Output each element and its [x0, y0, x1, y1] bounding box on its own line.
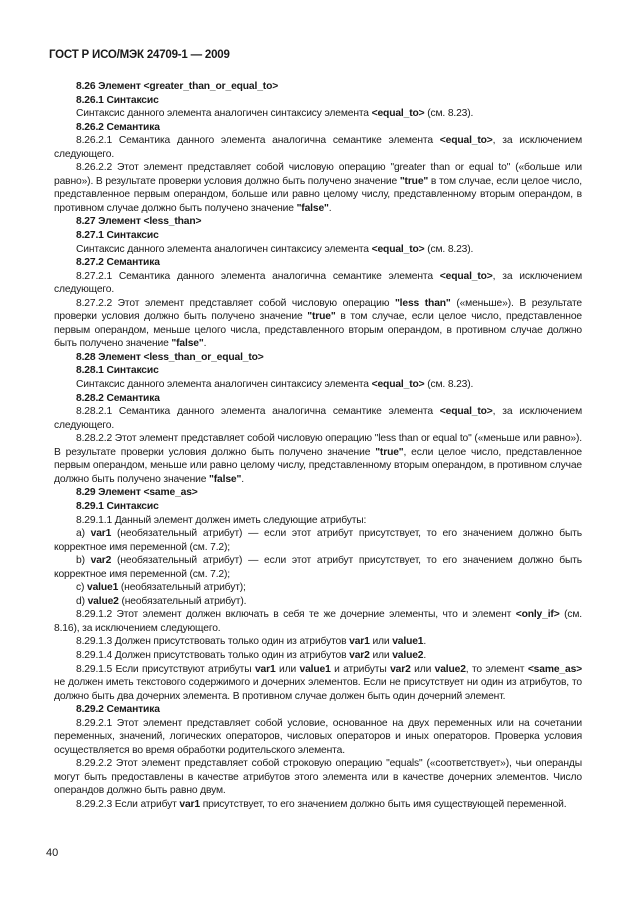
text-run: 8.26.2 Семантика	[76, 121, 160, 133]
bold-term: value1	[299, 663, 331, 675]
text-run: , то элемент	[465, 663, 528, 675]
text-run: 8.28.2.1 Семантика данного элемента аналогична семантике элемента	[76, 406, 440, 418]
bold-term: <equal_to>	[371, 379, 425, 391]
paragraph	[54, 554, 582, 581]
document-body	[54, 80, 582, 812]
bold-term: var2	[349, 649, 370, 661]
paragraph	[54, 270, 582, 297]
paragraph	[54, 663, 582, 704]
text-run: или	[369, 649, 393, 661]
text-run: 8.28.2 Семантика	[76, 392, 160, 404]
text-run: 8.29.2.2 Этот элемент представляет собой строковую операцию "equals" («соответствует»), чьи операнды могут быть предоставлены в качестве атрибутов этого элемента или в качестве дочерних элементов. Число операндов должно быть равно двум.	[54, 758, 582, 797]
text-run: , за исключением следующего.	[54, 270, 582, 296]
paragraph	[54, 717, 582, 758]
bold-term: <equal_to>	[439, 135, 493, 147]
text-run: 8.27.2.2 Этот элемент представляет собой числовую операцию	[76, 297, 395, 309]
text-run: или	[410, 663, 435, 675]
section-heading	[54, 703, 582, 717]
bold-term: value2	[434, 663, 466, 675]
text-run: 8.27.2.1 Семантика данного элемента аналогична семантике элемента	[76, 270, 440, 282]
text-run: 8.29.1.3 Должен присутствовать только один из атрибутов	[76, 636, 350, 648]
section-heading	[54, 121, 582, 135]
bold-term: var2	[90, 555, 112, 567]
text-run: 8.26.1 Синтаксис	[76, 94, 159, 106]
text-run: , за исключением следующего.	[54, 135, 582, 160]
bold-term: var1	[349, 636, 370, 648]
text-run: 8.28 Элемент <less_than_or_equal_to>	[76, 351, 264, 363]
text-run: или	[275, 663, 300, 675]
bold-term: <equal_to>	[439, 406, 493, 418]
paragraph	[54, 514, 582, 528]
text-run: 8.26.2.1 Семантика данного элемента аналогична семантике элемента	[76, 135, 440, 147]
text-run: Синтаксис данного элемента аналогичен синтаксису элемента	[76, 108, 372, 120]
bold-term: "false"	[171, 338, 204, 350]
bold-term: <same_as>	[527, 663, 583, 675]
text-run: , за исключением следующего.	[54, 406, 582, 431]
bold-term: "false"	[209, 473, 242, 485]
paragraph	[54, 432, 582, 486]
bold-term: var1	[90, 528, 112, 540]
text-run: 8.28.2.2 Этот элемент представляет собой числовую операцию "less than or equal to" («меньше или равно»). В результате проверки условия должно быть получено значение	[54, 433, 582, 458]
text-run: .	[423, 636, 427, 648]
section-heading	[54, 392, 582, 406]
text-run: 8.26.2.2 Этот элемент представляет собой числовую операцию "greater than or equal to" («больше или равно»). В результате проверки условия должно быть получено значение	[54, 162, 582, 187]
text-run: (см. 8.16), за исключением следующего.	[54, 609, 582, 634]
text-run: (необязательный атрибут) — если этот атрибут присутствует, то его значением должно быть корректное имя переменной (см. 7.2);	[54, 555, 582, 580]
text-run: Синтаксис данного элемента аналогичен синтаксису элемента	[76, 379, 372, 391]
paragraph	[54, 595, 582, 609]
text-run: 8.27.2 Семантика	[76, 257, 160, 269]
text-run: Синтаксис данного элемента аналогичен синтаксису элемента	[76, 243, 372, 255]
section-heading	[54, 486, 582, 500]
bold-term: "false"	[296, 202, 329, 214]
paragraph	[54, 581, 582, 595]
paragraph	[54, 378, 582, 392]
bold-term: <equal_to>	[371, 243, 425, 255]
text-run: 8.29.1.1 Данный элемент должен иметь следующие атрибуты:	[76, 514, 367, 526]
text-run: 8.29.2.1 Этот элемент представляет собой условие, основанное на двух переменных или на сочетании переменных, значений, логических операторов, числовых операторов и иных операторов. Проверка условия осуществляется во время обработки родительского элемента.	[54, 717, 582, 756]
text-run: в том случае, если целое число, представленное первым операндом, больше или равно целому числу, представленному вторым операндом, в противном случае должно быть получено значение	[54, 175, 582, 214]
bold-term: value2	[87, 595, 119, 607]
paragraph	[54, 798, 582, 812]
text-run: и атрибуты	[330, 663, 391, 675]
text-run: (необязательный атрибут).	[118, 595, 247, 607]
bold-term: var2	[390, 663, 411, 675]
paragraph	[54, 243, 582, 257]
bold-term: "less than"	[394, 297, 451, 309]
bold-term: <only_if>	[515, 609, 560, 621]
page-number: 40	[46, 847, 59, 859]
text-run: .	[241, 473, 244, 485]
paragraph	[54, 608, 582, 635]
text-run: или	[369, 636, 393, 648]
paragraph	[54, 405, 582, 432]
text-run: .	[328, 202, 332, 214]
paragraph	[54, 107, 582, 121]
section-heading	[54, 500, 582, 514]
paragraph	[54, 649, 582, 663]
paragraph	[54, 527, 582, 554]
section-heading	[54, 364, 582, 378]
bold-term: "true"	[307, 311, 336, 323]
text-run: (см. 8.23).	[424, 108, 474, 120]
text-run: (необязательный атрибут);	[118, 582, 246, 594]
paragraph	[54, 161, 582, 215]
bold-term: value2	[392, 649, 424, 661]
text-run: .	[203, 338, 207, 350]
section-heading	[54, 229, 582, 243]
text-run: c)	[76, 582, 87, 594]
text-run: (необязательный атрибут) — если этот атрибут присутствует, то его значением должно быть корректное имя переменной (см. 7.2);	[54, 528, 582, 553]
text-run: 8.28.1 Синтаксис	[76, 365, 159, 377]
text-run: (см. 8.23).	[424, 243, 474, 255]
text-run: d)	[76, 595, 88, 607]
bold-term: <equal_to>	[439, 270, 493, 282]
text-run: a)	[76, 528, 91, 540]
bold-term: "true"	[375, 446, 404, 458]
section-heading	[54, 80, 582, 94]
text-run: присутствует, то его значением должно быть имя существующей переменной.	[199, 798, 567, 810]
text-run: 8.29.1.4 Должен присутствовать только один из атрибутов	[76, 649, 350, 661]
section-heading	[54, 351, 582, 365]
text-run: 8.27.1 Синтаксис	[76, 230, 159, 242]
text-run: .	[423, 649, 427, 661]
text-run: 8.27 Элемент <less_than>	[76, 216, 202, 228]
section-heading	[54, 215, 582, 229]
text-run: 8.29.2.3 Если атрибут	[76, 798, 180, 810]
paragraph	[54, 635, 582, 649]
text-run: 8.29.2 Семантика	[76, 704, 160, 716]
bold-term: "true"	[399, 175, 429, 187]
paragraph	[54, 297, 582, 351]
text-run: («меньше»). В результате проверки условия должно быть получено значение	[54, 297, 582, 323]
paragraph	[54, 134, 582, 161]
text-run: 8.29 Элемент <same_as>	[76, 487, 198, 499]
bold-term: var1	[179, 798, 200, 810]
bold-term: <equal_to>	[371, 108, 425, 120]
text-run: 8.29.1.5 Если присутствуют атрибуты	[76, 663, 255, 675]
text-run: 8.26 Элемент <greater_than_or_equal_to>	[76, 81, 279, 92]
bold-term: value1	[392, 636, 424, 648]
text-run: в том случае, если целое число, представленное первым операндом, меньше целого числа, представленного вторым операндом, в противном случае должно быть получено значение	[54, 311, 583, 350]
text-run: не должен иметь текстового содержимого и дочерних элементов. Если не присутствует ни один из атрибутов, то должно быть два дочерних элемента. В противном случае должен быть один дочерний элемент.	[54, 677, 582, 702]
text-run: 8.29.1.2 Этот элемент должен включать в себя те же дочерние элементы, что и элемент	[76, 609, 516, 621]
section-heading	[54, 256, 582, 270]
bold-term: var1	[254, 663, 276, 675]
document-header: ГОСТ Р ИСО/МЭК 24709-1 — 2009	[49, 49, 230, 61]
text-run: , если целое число, представленное первым операндом, меньше или равно целому числу, представленному вторым операндом, в противном случае должно быть получено значение	[54, 446, 583, 485]
bold-term: value1	[87, 582, 119, 594]
text-run: 8.29.1 Синтаксис	[76, 500, 159, 512]
section-heading	[54, 94, 582, 108]
text-run: (см. 8.23).	[424, 379, 474, 391]
paragraph	[54, 757, 582, 798]
text-run: b)	[76, 555, 91, 567]
